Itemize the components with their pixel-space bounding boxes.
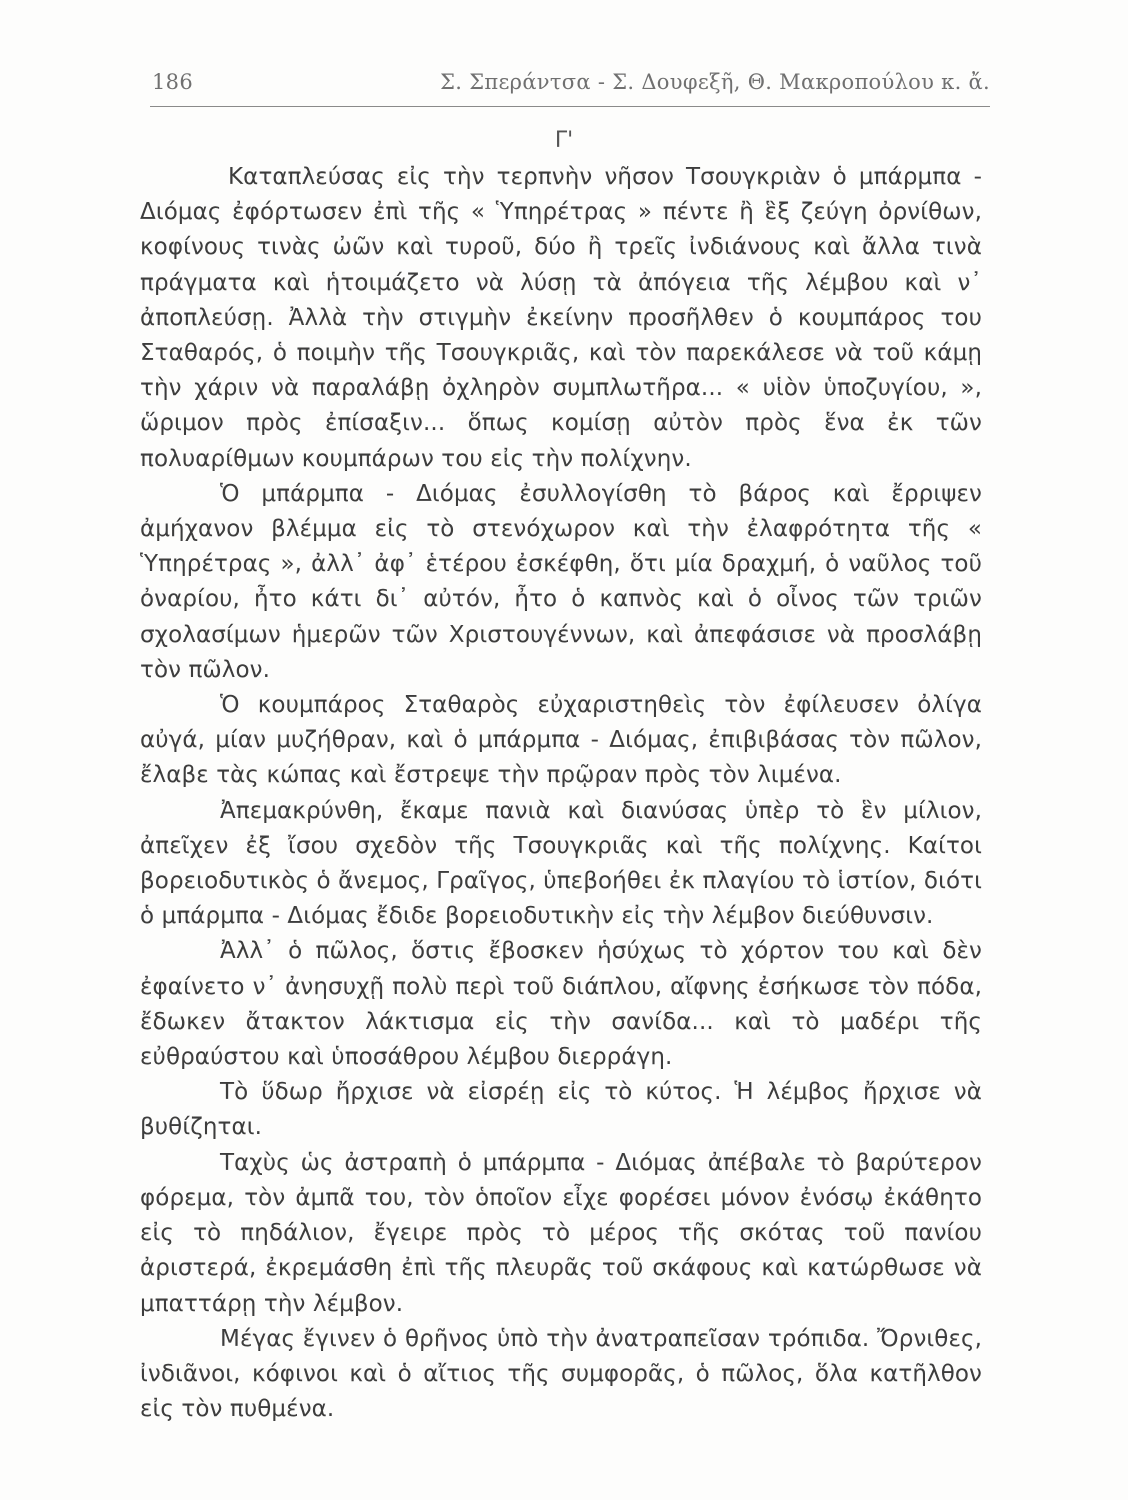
paragraph: Ὁ μπάρμπα - Διόμας ἐσυλλογίσθη τὸ βάρος καὶ ἔρριψεν ἀμήχανον βλέμμα εἰς τὸ στενόχωρον καὶ τὴν ἐλαφρότητα τῆς « Ὑπηρέτρας », ἀλλ᾽ ἀφ᾽ ἑτέρου ἐσκέφθη, ὅτι μία δραχμή, ὁ ναῦλος τοῦ ὀναρίου, ἦτο κάτι δι᾽ αὐτόν, ἦτο ὁ καπνὸς καὶ ὁ οἶνος τῶν τριῶν σχολασίμων ἡμερῶν τῶν Χριστουγέννων, καὶ ἀπεφάσισε νὰ προσλάβῃ τὸν πῶλον. [140, 480, 982, 683]
section-heading: Γ' [554, 128, 574, 153]
header-rule [150, 106, 990, 107]
paragraph: Ἀπεμακρύνθη, ἔκαμε πανιὰ καὶ διανύσας ὑπὲρ τὸ ἓν μίλιον, ἀπεῖχεν ἐξ ἴσου σχεδὸν τῆς Τσουγκριᾶς καὶ τῆς πολίχνης. Καίτοι βορειοδυτικὸς ὁ ἄνεμος, Γραῖγος, ὑπεβοήθει ἐκ πλαγίου τὸ ἱστίον, διότι ὁ μπάρμπα - Διόμας ἔδιδε βορειοδυτικὴν εἰς τὴν λέμβον διεύθυνσιν. [140, 797, 982, 930]
page-header [152, 70, 990, 106]
paragraph: Καταπλεύσας εἰς τὴν τερπνὴν νῆσον Τσουγκριὰν ὁ μπάρμπα - Διόμας ἐφόρτωσεν ἐπὶ τῆς « Ὑπηρέτρας » πέντε ἢ ἓξ ζεύγη ὀρνίθων, κοφίνους τινὰς ὠῶν καὶ τυροῦ, δύο ἢ τρεῖς ἰνδιάνους καὶ ἄλλα τινὰ πράγματα καὶ ἡτοιμάζετο νὰ λύσῃ τὰ ἀπόγεια τῆς λέμβου καὶ ν᾽ ἀποπλεύσῃ. Ἀλλὰ τὴν στιγμὴν ἐκείνην προσῆλθεν ὁ κουμπάρος του Σταθαρός, ὁ ποιμὴν τῆς Τσουγκριᾶς, καὶ τὸν παρεκάλεσε νὰ τοῦ κάμῃ τὴν χάριν νὰ παραλάβῃ ὀχληρὸν συμπλωτῆρα... « υἱὸν ὑποζυγίου, », ὥριμον πρὸς ἐπίσαξιν... ὅπως κομίσῃ αὐτὸν πρὸς ἕνα ἐκ τῶν πολυαρίθμων κουμπάρων του εἰς τὴν πολίχνην. [140, 164, 982, 472]
paragraph: Ταχὺς ὡς ἀστραπὴ ὁ μπάρμπα - Διόμας ἀπέβαλε τὸ βαρύτερον φόρεμα, τὸν ἀμπᾶ του, τὸν ὁποῖον εἶχε φορέσει μόνον ἐνόσῳ ἐκάθητο εἰς τὸ πηδάλιον, ἔγειρε πρὸς τὸ μέρος τῆς σκότας τοῦ πανίου ἀριστερά, ἐκρεμάσθη ἐπὶ τῆς πλευρᾶς τοῦ σκάφους καὶ κατώρθωσε νὰ μπαττάρῃ τὴν λέμβον. [140, 1149, 982, 1317]
page-number: 186 [152, 70, 193, 94]
running-head: Σ. Σπεράντσα - Σ. Δουφεξῆ, Θ. Μακροπούλου κ. ἄ. [440, 70, 990, 94]
paragraph: Ἀλλ᾽ ὁ πῶλος, ὅστις ἔβοσκεν ἡσύχως τὸ χόρτον του καὶ δὲν ἐφαίνετο ν᾽ ἀνησυχῇ πολὺ περὶ τοῦ διάπλου, αἴφνης ἐσήκωσε τὸν πόδα, ἔδωκεν ἄτακτον λάκτισμα εἰς τὴν σανίδα... καὶ τὸ μαδέρι τῆς εὐθραύστου καὶ ὑποσάθρου λέμβου διερράγη. [140, 938, 982, 1071]
body-text [140, 160, 982, 1427]
paragraph: Μέγας ἔγινεν ὁ θρῆνος ὑπὸ τὴν ἀνατραπεῖσαν τρόπιδα. Ὄρνιθες, ἰνδιᾶνοι, κόφινοι καὶ ὁ αἴτιος τῆς συμφορᾶς, ὁ πῶλος, ὅλα κατῆλθον εἰς τὸν πυθμένα. [140, 1325, 982, 1423]
paragraph: Τὸ ὕδωρ ἤρχισε νὰ εἰσρέῃ εἰς τὸ κύτος. Ἡ λέμβος ἤρχισε νὰ βυθίζηται. [140, 1079, 982, 1141]
paragraph: Ὁ κουμπάρος Σταθαρὸς εὐχαριστηθεὶς τὸν ἐφίλευσεν ὀλίγα αὐγά, μίαν μυζήθραν, καὶ ὁ μπάρμπα - Διόμας, ἐπιβιβάσας τὸν πῶλον, ἔλαβε τὰς κώπας καὶ ἔστρεψε τὴν πρῷραν πρὸς τὸν λιμένα. [140, 692, 982, 789]
